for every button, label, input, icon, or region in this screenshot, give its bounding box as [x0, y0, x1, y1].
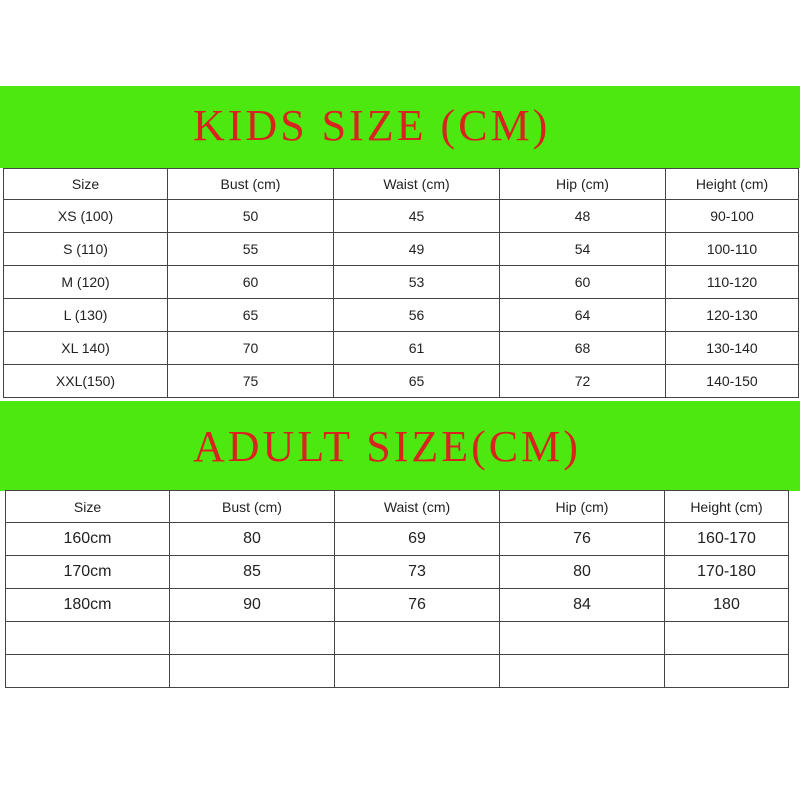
height-cell: 130-140	[666, 332, 799, 365]
adult-header-bust: Bust (cm)	[170, 491, 335, 523]
bust-cell: 75	[168, 365, 334, 398]
hip-cell: 54	[500, 233, 666, 266]
height-cell: 100-110	[666, 233, 799, 266]
bust-cell	[170, 655, 335, 688]
kids-size-banner	[0, 86, 800, 168]
table-row	[4, 233, 799, 266]
hip-cell: 60	[500, 266, 666, 299]
waist-cell: 69	[335, 523, 500, 556]
hip-cell	[500, 622, 665, 655]
size-cell: XXL(150)	[4, 365, 168, 398]
hip-cell: 64	[500, 299, 666, 332]
height-cell: 110-120	[666, 266, 799, 299]
size-cell	[6, 655, 170, 688]
table-row	[6, 655, 789, 688]
waist-cell: 73	[335, 556, 500, 589]
size-cell	[6, 622, 170, 655]
hip-cell: 76	[500, 523, 665, 556]
size-cell: 170cm	[6, 556, 170, 589]
size-cell: 160cm	[6, 523, 170, 556]
table-row	[6, 556, 789, 589]
waist-cell: 65	[334, 365, 500, 398]
hip-cell: 48	[500, 200, 666, 233]
table-row	[4, 332, 799, 365]
size-cell: 180cm	[6, 589, 170, 622]
height-cell	[665, 655, 789, 688]
waist-cell	[335, 622, 500, 655]
bust-cell: 65	[168, 299, 334, 332]
size-cell: XS (100)	[4, 200, 168, 233]
table-row	[6, 589, 789, 622]
table-row	[6, 622, 789, 655]
kids-size-table	[3, 168, 799, 398]
kids-header-waist: Waist (cm)	[334, 169, 500, 200]
kids-header-row	[4, 169, 799, 200]
height-cell: 90-100	[666, 200, 799, 233]
waist-cell: 49	[334, 233, 500, 266]
kids-header-hip: Hip (cm)	[500, 169, 666, 200]
table-row	[4, 266, 799, 299]
kids-header-height: Height (cm)	[666, 169, 799, 200]
hip-cell: 68	[500, 332, 666, 365]
height-cell: 120-130	[666, 299, 799, 332]
adult-header-waist: Waist (cm)	[335, 491, 500, 523]
bust-cell: 80	[170, 523, 335, 556]
hip-cell: 84	[500, 589, 665, 622]
height-cell: 160-170	[665, 523, 789, 556]
bust-cell: 70	[168, 332, 334, 365]
waist-cell	[335, 655, 500, 688]
adult-header-row	[6, 491, 789, 523]
adult-size-banner	[0, 401, 800, 491]
height-cell: 170-180	[665, 556, 789, 589]
height-cell: 140-150	[666, 365, 799, 398]
waist-cell: 45	[334, 200, 500, 233]
adult-header-size: Size	[6, 491, 170, 523]
bust-cell	[170, 622, 335, 655]
adult-header-hip: Hip (cm)	[500, 491, 665, 523]
table-row	[4, 365, 799, 398]
size-cell: XL 140)	[4, 332, 168, 365]
size-cell: L (130)	[4, 299, 168, 332]
bust-cell: 55	[168, 233, 334, 266]
hip-cell	[500, 655, 665, 688]
bust-cell: 50	[168, 200, 334, 233]
waist-cell: 53	[334, 266, 500, 299]
waist-cell: 56	[334, 299, 500, 332]
kids-header-size: Size	[4, 169, 168, 200]
height-cell: 180	[665, 589, 789, 622]
hip-cell: 72	[500, 365, 666, 398]
size-cell: M (120)	[4, 266, 168, 299]
kids-size-title: KIDS SIZE (CM)	[193, 101, 551, 150]
adult-header-height: Height (cm)	[665, 491, 789, 523]
bust-cell: 85	[170, 556, 335, 589]
table-row	[6, 523, 789, 556]
table-row	[4, 200, 799, 233]
height-cell	[665, 622, 789, 655]
bust-cell: 60	[168, 266, 334, 299]
table-row	[4, 299, 799, 332]
hip-cell: 80	[500, 556, 665, 589]
waist-cell: 61	[334, 332, 500, 365]
bust-cell: 90	[170, 589, 335, 622]
adult-size-title: ADULT SIZE(CM)	[193, 422, 581, 471]
size-cell: S (110)	[4, 233, 168, 266]
adult-size-table	[5, 490, 789, 688]
waist-cell: 76	[335, 589, 500, 622]
kids-header-bust: Bust (cm)	[168, 169, 334, 200]
